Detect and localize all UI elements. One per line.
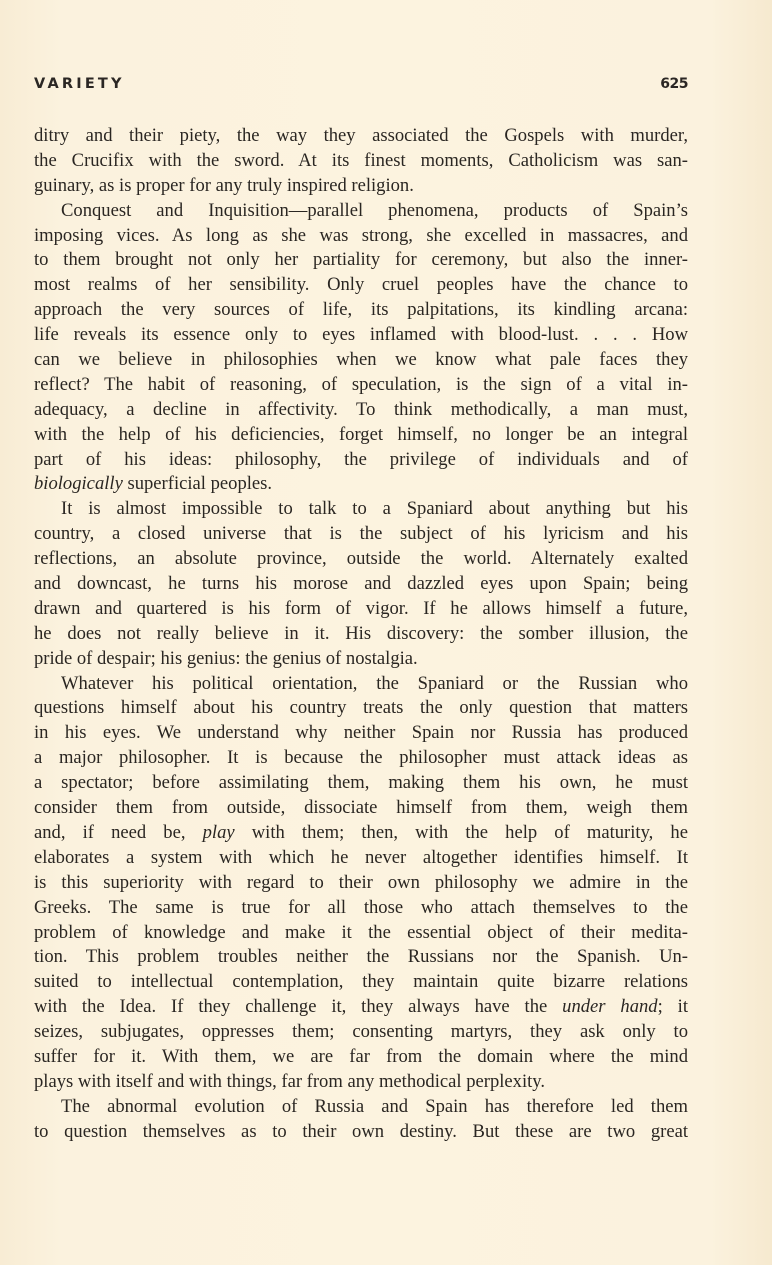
running-head [34,76,688,96]
text-line: country, a closed universe that is the subject of his lyricism and his [34,523,688,545]
italic-emphasis: under hand [562,996,658,1018]
text-line [34,821,688,846]
text-line [34,995,688,1020]
text-line: questions himself about his country treats the only question that matters [34,697,688,719]
text-run: with them; then, with the help of maturity, he [234,821,688,843]
text-line: the Crucifix with the sword. At its finest moments, Catholicism was san- [34,149,688,171]
text-line: reflections, an absolute province, outside the world. Alternately exalted [34,548,688,570]
text-line: drawn and quartered is his form of vigor. If he allows himself a future, [34,597,688,619]
text-line: The abnormal evolution of Russia and Spain has therefore led them [61,1095,688,1117]
text-line: he does not really believe in it. His discovery: the somber illusion, the [34,622,688,644]
paragraph [34,1095,688,1145]
text-line: tion. This problem troubles neither the Russians nor the Spanish. Un- [34,946,688,968]
running-title: VARIETY [34,76,125,92]
italic-emphasis: biologically [34,473,123,495]
text-line: suited to intellectual contemplation, they maintain quite bizarre relations [34,971,688,993]
text-line: a spectator; before assimilating them, making them his own, he must [34,772,688,794]
text-line: in his eyes. We understand why neither Spain nor Russia has produced [34,722,688,744]
text-run: ; it [657,996,688,1018]
text-line: suffer for it. With them, we are far from the domain where the mind [34,1045,688,1067]
page-number: 625 [660,76,688,92]
text-line: guinary, as is proper for any truly inspired religion. [34,174,414,196]
text-line: a major philosopher. It is because the philosopher must attack ideas as [34,747,688,769]
text-line: plays with itself and with things, far from any methodical perplexity. [34,1070,546,1092]
body-text [34,124,688,1145]
text-line: life reveals its essence only to eyes inflamed with blood-lust. . . . How [34,324,688,346]
text-line: adequacy, a decline in affectivity. To think methodically, a man must, [34,398,688,420]
text-run: superficial peoples. [122,473,273,495]
text-line: to them brought not only her partiality for ceremony, but also the inner- [34,249,688,271]
text-line: is this superiority with regard to their own philosophy we admire in the [34,871,688,893]
text-line: imposing vices. As long as she was strong, she excelled in massacres, and [34,224,688,246]
text-line: It is almost impossible to talk to a Spaniard about anything but his [61,498,688,520]
text-line: to question themselves as to their own destiny. But these are two great [34,1120,688,1142]
paragraph [34,199,688,498]
text-line: elaborates a system with which he never altogether identifies himself. It [34,846,688,868]
paragraph [34,124,688,199]
text-line: Conquest and Inquisition—parallel phenomena, products of Spain’s [61,199,688,221]
text-line: approach the very sources of life, its palpitations, its kindling arcana: [34,299,688,321]
italic-emphasis: play [202,821,235,843]
text-line: Greeks. The same is true for all those who attach themselves to the [34,896,688,918]
text-line: seizes, subjugates, oppresses them; consenting martyrs, they ask only to [34,1021,688,1043]
text-run: with the Idea. If they challenge it, they always have the [34,996,563,1018]
text-line [34,472,688,497]
text-line: consider them from outside, dissociate himself from them, weigh them [34,797,688,819]
text-line: Whatever his political orientation, the Spaniard or the Russian who [61,672,688,694]
text-line: pride of despair; his genius: the genius of nostalgia. [34,647,418,669]
text-line: problem of knowledge and make it the essential object of their medita- [34,921,688,943]
text-run: and, if need be, [34,821,203,843]
text-line: and downcast, he turns his morose and dazzled eyes upon Spain; being [34,573,688,595]
text-line: can we believe in philosophies when we know what pale faces they [34,349,688,371]
text-line: part of his ideas: philosophy, the privilege of individuals and of [34,448,688,470]
text-line: ditry and their piety, the way they associated the Gospels with murder, [34,125,688,146]
text-line: most realms of her sensibility. Only cruel peoples have the chance to [34,274,688,296]
paragraph [34,672,688,1095]
paragraph [34,497,688,671]
text-line: with the help of his deficiencies, forget himself, no longer be an integral [34,423,688,445]
text-line: reflect? The habit of reasoning, of speculation, is the sign of a vital in- [34,373,688,395]
